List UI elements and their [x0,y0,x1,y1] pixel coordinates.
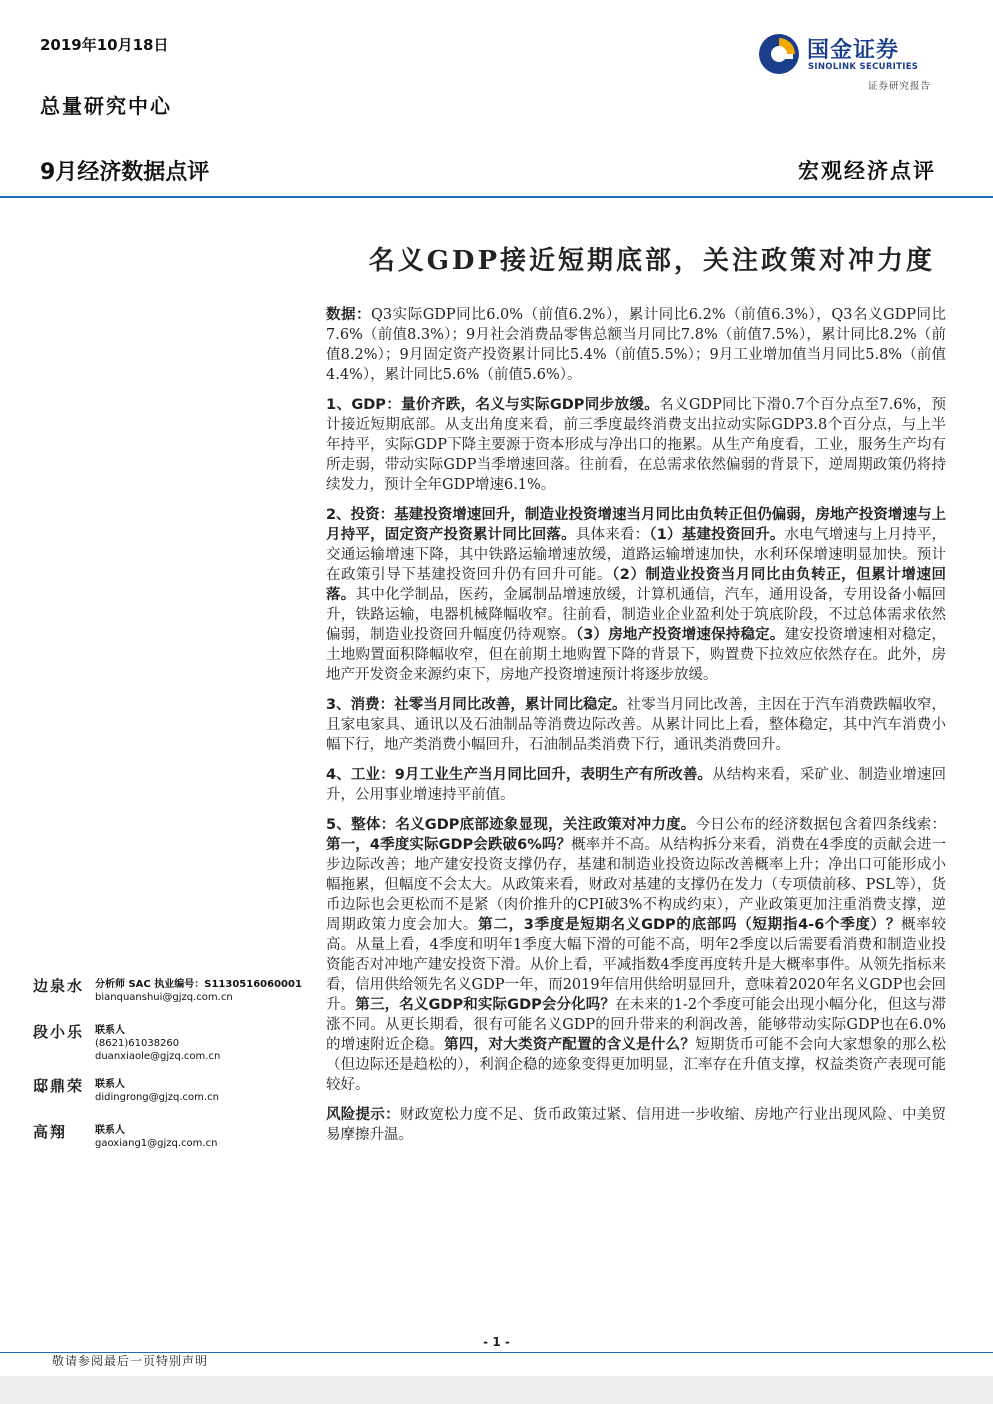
section-industry-heading: 4、工业：9月工业生产当月同比回升，表明生产有所改善。 [326,767,713,783]
analyst-info [95,978,302,1004]
analyst-info [95,1078,219,1104]
analyst-info [95,1024,220,1063]
section-gdp-text: 名义GDP同比下滑0.7个百分点至7.6%，预计接近短期底部。从支出角度来看，前三季度最终消费支出拉动实际GDP3.8个百分点，与上半年持平，实际GDP下降主要源于资本形成与净出口的拖累。从生产角度看，工业，服务生产均有所走弱，带动实际GDP当季增速回落。往前看，在总需求依然偏弱的背景下，逆周期政策仍将持续发力，预计全年GDP增速6.1%。 [326,397,946,493]
section-investment-text-4: 建安投资增速相对稳定，土地购置面积降幅收窄，但在前期土地购置下降的背景下，购置费下拉效应依然存在。此外，房地产开发资金来源约束下，房地产投资增速预计将逐步放缓。 [326,627,947,683]
analyst-entry [33,975,313,1021]
section-overall-heading: 5、整体：名义GDP底部迹象显现，关注政策对冲力度。 [326,817,696,833]
section-consumption-text: 社零当月同比改善，主因在于汽车消费跌幅收窄，且家电家具、通讯以及石油制品等消费边际改善。从累计同比上看，整体稳定，其中汽车消费小幅下行，地产类消费小幅回升，石油制品类消费下行，通讯类消费回升。 [326,697,946,753]
data-summary-label: 数据： [326,307,372,323]
section-overall-question-4: 第四，对大类资产配置的含义是什么？ [444,1037,696,1053]
section-overall-text-4: 在未来的1-2个季度可能会出现小幅分化，但这与滞涨不同。从更长期看，很有可能名义GDP的回升带来的利润改善，能够带动实际GDP也在6.0%的增速附近企稳。 [326,997,946,1053]
analyst-email[interactable]: didingrong@gjzq.com.cn [95,1092,219,1103]
section-consumption [326,695,946,755]
report-body [326,305,946,1155]
section-overall-text-5: 短期货币可能不会向大家想象的那么松（但边际还是趋松的），利润企稳的迹象变得更加明显，汇率存在升值支撑，权益类资产表现可能较好。 [326,1037,947,1093]
report-title: 9月经济数据点评 [40,160,210,185]
section-investment-point-1: （1）基建投资回升。 [649,527,785,543]
section-gdp-heading: 1、GDP：量价齐跌，名义与实际GDP同步放缓。 [326,397,660,413]
analyst-role: 联系人 [95,1025,125,1036]
analyst-role: 联系人 [95,1079,125,1090]
data-summary [326,305,946,385]
section-overall-text-2: 概率并不高。从结构拆分来看，消费在4季度的贡献会进一步边际改善；地产建安投资支撑仍存，基建和制造业投资边际改善概率上升；净出口可能形成小幅拖累，但幅度不会太大。从政策来看，财政对基建的支撑仍在发力（专项债前移、PSL等），货币边际也会更松而不是紧（肉价推升的CPI破3%不构成约束），产业政策更加注重消费支撑，逆周期政策力度会加大。 [326,837,946,933]
analyst-entry [33,1075,313,1121]
section-investment-text-3: 其中化学制品，医药，金属制品增速放缓，计算机通信，汽车，通用设备，专用设备小幅回升，铁路运输，电器机械降幅收窄。往前看，制造业企业盈利处于筑底阶段，不过总体需求依然偏弱，制造业投资回升幅度仍待观察。 [326,587,947,643]
analyst-name: 段小乐 [33,1023,85,1041]
data-summary-text: Q3实际GDP同比6.0%（前值6.2%），累计同比6.2%（前值6.3%），Q3名义GDP同比7.6%（前值8.3%）；9月社会消费品零售总额当月同比7.8%（前值7.5%），累计同比8.2%（前值8.2%）；9月固定资产投资累计同比5.4%（前值5.5%）；9月工业增加值当月同比5.8%（前值4.4%），累计同比5.6%（前值5.6%）。 [326,307,946,383]
section-overall-text-1: 今日公布的经济数据包含着四条线索： [695,817,946,833]
section-investment [326,505,946,685]
page-bottom-band [0,1376,993,1404]
analyst-role: 分析师 SAC 执业编号：S1130516060001 [95,979,302,990]
sinolink-logo-icon [757,32,801,76]
section-gdp [326,395,946,495]
logo-chinese-name: 国金证券 [807,38,900,63]
analyst-name: 边泉水 [33,977,85,995]
analyst-name: 邸鼎荣 [33,1077,85,1095]
section-investment-point-2: （2）制造业投资当月同比由负转正，但累计增速回落。 [326,567,946,603]
section-investment-point-3: （3）房地产投资增速保持稳定。 [575,627,785,643]
research-center: 总量研究中心 [40,94,172,118]
report-date: 2019年10月18日 [40,36,169,54]
analyst-entry [33,1121,313,1167]
analyst-email[interactable]: bianquanshui@gjzq.com.cn [95,992,233,1003]
risk-warning-text: 财政宽松力度不足、货币政策过紧、信用进一步收缩、房地产行业出现风险、中美贸易摩擦升温。 [326,1107,946,1143]
analyst-entry [33,1021,313,1075]
logo-english-name: SINOLINK SECURITIES [808,62,919,72]
risk-warning-label: 风险提示： [326,1107,400,1123]
section-consumption-heading: 3、消费：社零当月同比改善，累计同比稳定。 [326,697,627,713]
analyst-email[interactable]: gaoxiang1@gjzq.com.cn [95,1138,218,1149]
analyst-phone: (8621)61038260 [95,1038,180,1049]
analyst-list [33,975,313,1167]
section-investment-heading: 2、投资：基建投资增速回升，制造业投资增速当月同比由负转正但仍偏弱，房地产投资增速与上月持平，固定资产投资累计同比回落。 [326,507,946,543]
risk-warning [326,1105,946,1145]
footer-disclaimer: 敬请参阅最后一页特别声明 [52,1354,209,1368]
section-overall-text-3: 概率较高。从量上看，4季度和明年1季度大幅下滑的可能不高，明年2季度以后需要看消费和制造业投资能否对冲地产建安投资下滑。从价上看，平减指数4季度再度转升是大概率事件。从领先指标来看，信用供给领先名义GDP一年，而2019年信用供给明显回升，意味着2020年名义GDP也会回升。 [326,917,947,1013]
headline: 名义GDP接近短期底部，关注政策对冲力度 [368,246,935,276]
section-overall-question-2: 第二，3季度是短期名义GDP的底部吗（短期指4-6个季度）？ [478,917,902,933]
analyst-role: 联系人 [95,1125,125,1136]
section-industry [326,765,946,805]
header-divider [0,196,993,198]
section-overall-question-3: 第三，名义GDP和实际GDP会分化吗？ [355,997,616,1013]
analyst-info [95,1124,217,1150]
analyst-name: 高翔 [33,1123,68,1141]
section-overall-question-1: 第一，4季度实际GDP会跌破6%吗？ [326,837,572,853]
analyst-email[interactable]: duanxiaole@gjzq.com.cn [95,1051,221,1062]
report-series: 证券研究报告 [868,81,932,92]
section-investment-text-1: 具体来看： [575,527,650,543]
section-overall [326,815,946,1095]
section-investment-text-2: 水电气增速与上月持平，交通运输增速下降，其中铁路运输增速放缓，道路运输增速加快，水利环保增速明显加快。预计在政策引导下基建投资回升仍有回升可能。 [326,527,947,583]
page-number: - 1 - [483,1335,510,1349]
section-industry-text: 从结构来看，采矿业、制造业增速回升，公用事业增速持平前值。 [326,767,946,803]
report-type: 宏观经济点评 [798,158,936,183]
